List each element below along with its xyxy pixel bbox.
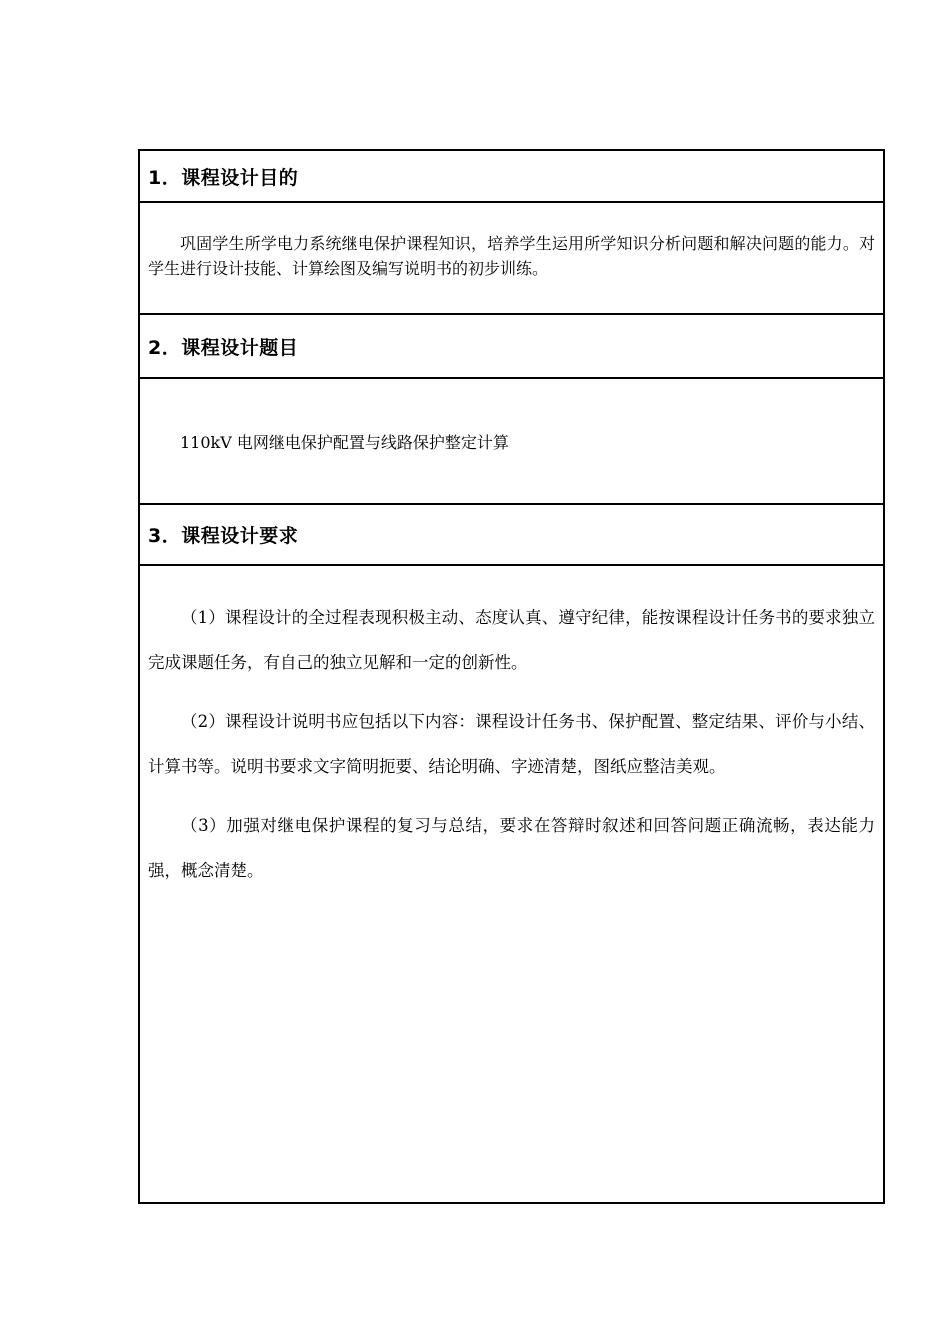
section-3-heading xyxy=(140,505,883,566)
section-2-paragraph: 110kV 电网继电保护配置与线路保护整定计算 xyxy=(180,433,509,452)
assignment-form-table xyxy=(138,149,885,1204)
section-2-heading-text: 2．课程设计题目 xyxy=(148,336,299,359)
section-2-heading xyxy=(140,315,883,379)
requirement-item-1: （1）课程设计的全过程表现积极主动、态度认真、遵守纪律，能按课程设计任务书的要求独立完成课题任务，有自己的独立见解和一定的创新性。 xyxy=(148,608,875,672)
section-2-body xyxy=(140,379,883,505)
section-1-paragraph: 巩固学生所学电力系统继电保护课程知识，培养学生运用所学知识分析问题和解决问题的能力。对学生进行设计技能、计算绘图及编写说明书的初步训练。 xyxy=(148,234,875,278)
section-1-body xyxy=(140,203,883,315)
section-1-heading-text: 1．课程设计目的 xyxy=(148,166,299,189)
requirement-item-2: （2）课程设计说明书应包括以下内容：课程设计任务书、保护配置、整定结果、评价与小结、计算书等。说明书要求文字简明扼要、结论明确、字迹清楚，图纸应整洁美观。 xyxy=(148,712,875,776)
section-3-body xyxy=(140,566,883,1202)
section-1-heading xyxy=(140,151,883,203)
requirement-item-3: （3）加强对继电保护课程的复习与总结，要求在答辩时叙述和回答问题正确流畅，表达能力强，概念清楚。 xyxy=(148,816,875,880)
section-3-heading-text: 3．课程设计要求 xyxy=(148,525,299,547)
